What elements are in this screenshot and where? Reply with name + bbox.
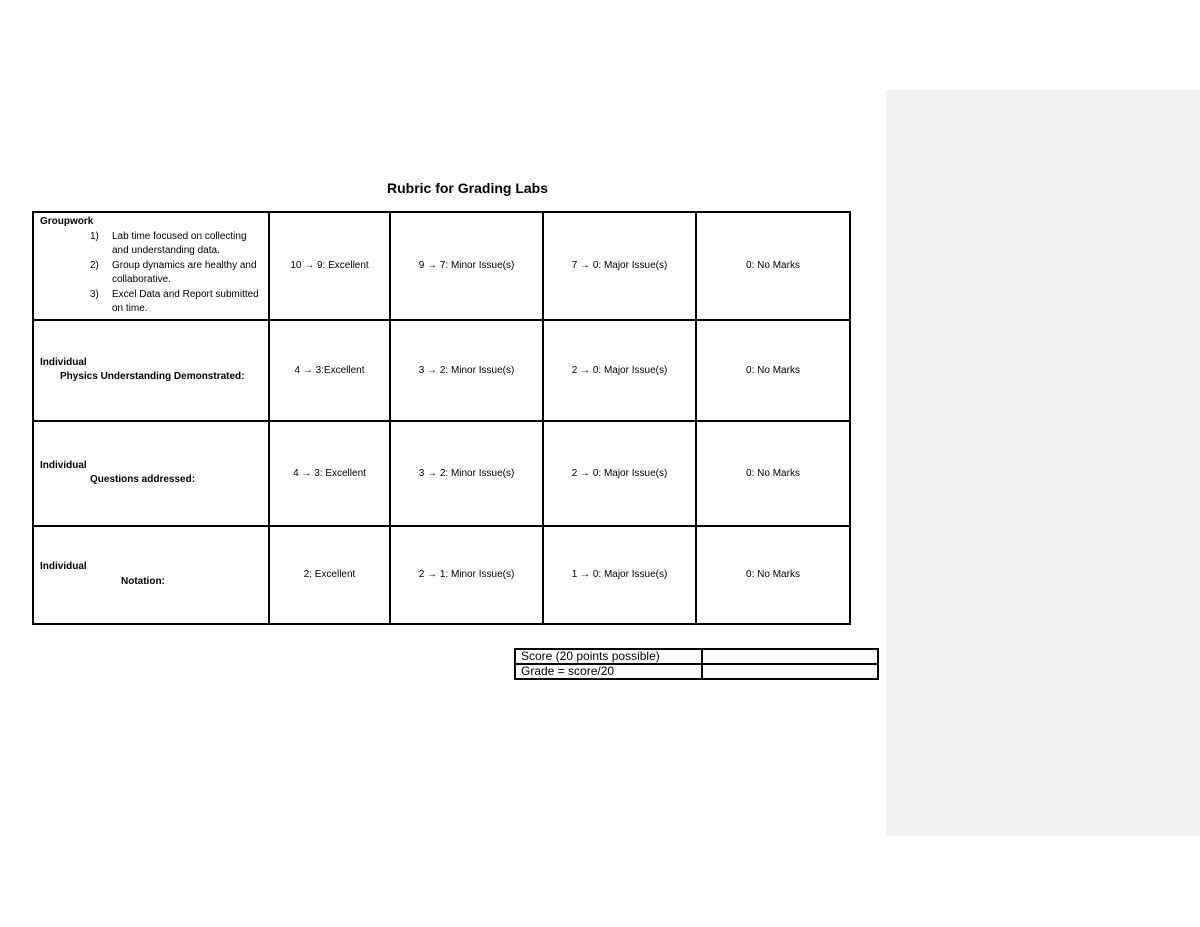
- level-major: 1 → 0: Major Issue(s): [543, 526, 696, 624]
- list-item: 2) Group dynamics are healthy and collaborative.: [90, 259, 257, 285]
- level-no-marks: 0: No Marks: [696, 421, 850, 526]
- criterion-label: Groupwork: [40, 216, 94, 227]
- list-item: 1) Lab time focused on collecting and understanding data.: [90, 230, 247, 256]
- level-minor: 3 → 2: Minor Issue(s): [390, 320, 543, 421]
- level-excellent: 2: Excellent: [269, 526, 390, 624]
- grade-row: [515, 664, 878, 679]
- level-excellent: 10 → 9: Excellent: [269, 212, 390, 320]
- rubric-row-groupwork: [33, 212, 850, 320]
- criterion-sublabel: Physics Understanding Demonstrated:: [60, 371, 245, 382]
- level-excellent: 4 → 3:Excellent: [269, 320, 390, 421]
- criterion-label: Individual: [40, 561, 87, 572]
- document-title: Rubric for Grading Labs: [386, 180, 548, 196]
- level-no-marks: 0: No Marks: [696, 212, 850, 320]
- list-item: 3) Excel Data and Report submitted on time.: [90, 288, 259, 314]
- rubric-row-notation: [33, 526, 850, 624]
- criterion-cell: [33, 320, 269, 421]
- grade-label: Grade = score/20: [515, 664, 702, 679]
- criterion-cell: [33, 421, 269, 526]
- score-label: Score (20 points possible): [515, 649, 702, 664]
- level-major: 7 → 0: Major Issue(s): [543, 212, 696, 320]
- level-minor: 2 → 1: Minor Issue(s): [390, 526, 543, 624]
- level-major: 2 → 0: Major Issue(s): [543, 320, 696, 421]
- level-no-marks: 0: No Marks: [696, 320, 850, 421]
- criterion-cell: [33, 212, 269, 320]
- level-no-marks: 0: No Marks: [696, 526, 850, 624]
- criterion-list: [40, 230, 262, 317]
- criterion-label: Individual: [40, 459, 87, 471]
- criterion-sublabel: Questions addressed:: [90, 474, 196, 485]
- grade-value-field[interactable]: [702, 664, 878, 679]
- criterion-cell: [33, 526, 269, 624]
- rubric-row-questions: [33, 421, 850, 526]
- score-value-field[interactable]: [702, 649, 878, 664]
- criterion-sublabel: Notation:: [121, 575, 165, 587]
- comment-pane: [886, 90, 1200, 836]
- criterion-label: Individual: [40, 356, 87, 368]
- level-excellent: 4 → 3: Excellent: [269, 421, 390, 526]
- score-table: [514, 648, 879, 680]
- level-minor: 9 → 7: Minor Issue(s): [390, 212, 543, 320]
- level-major: 2 → 0: Major Issue(s): [543, 421, 696, 526]
- level-minor: 3 → 2: Minor Issue(s): [390, 421, 543, 526]
- rubric-row-physics: [33, 320, 850, 421]
- score-row: [515, 649, 878, 664]
- rubric-table: [32, 211, 851, 625]
